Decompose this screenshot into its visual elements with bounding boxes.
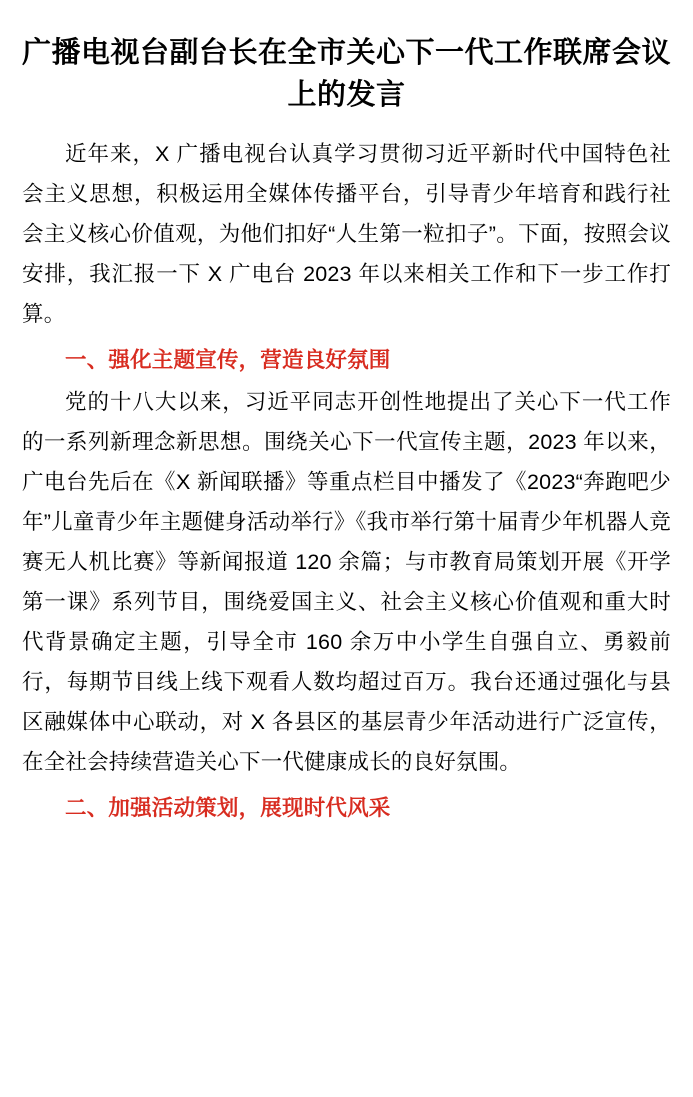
page-title: 广播电视台副台长在全市关心下一代工作联席会议上的发言 <box>22 37 672 111</box>
section-heading-two: 二、加强活动策划，展现时代风采 <box>65 796 391 820</box>
intro-paragraph: 近年来，X 广播电视台认真学习贯彻习近平新时代中国特色社会主义思想，积极运用全媒体传播平台，引导青少年培育和践行社会主义核心价值观，为他们扣好“人生第一粒扣子”。下面，按照会议安排，我汇报一下 X 广电台 2023 年以来相关工作和下一步工作打算。 <box>22 142 671 326</box>
section-one-paragraph: 党的十八大以来，习近平同志开创性地提出了关心下一代工作的一系列新理念新思想。围绕关心下一代宣传主题，2023 年以来，广电台先后在《X 新闻联播》等重点栏目中播发了《2023“奔跑吧少年”儿童青少年主题健身活动举行》《我市举行第十届青少年机器人竞赛无人机比赛》等新闻报道 120 余篇；与市教育局策划开展《开学第一课》系列节目，围绕爱国主义、社会主义核心价值观和重大时代背景确定主题，引导全市 160 余万中小学生自强自立、勇毅前行，每期节目线上线下观看人数均超过百万。我台还通过强化与县区融媒体中心联动，对 X 各县区的基层青少年活动进行广泛宣传，在全社会持续营造关心下一代健康成长的良好氛围。 <box>22 390 671 774</box>
section-heading-one: 一、强化主题宣传，营造良好氛围 <box>65 348 391 372</box>
